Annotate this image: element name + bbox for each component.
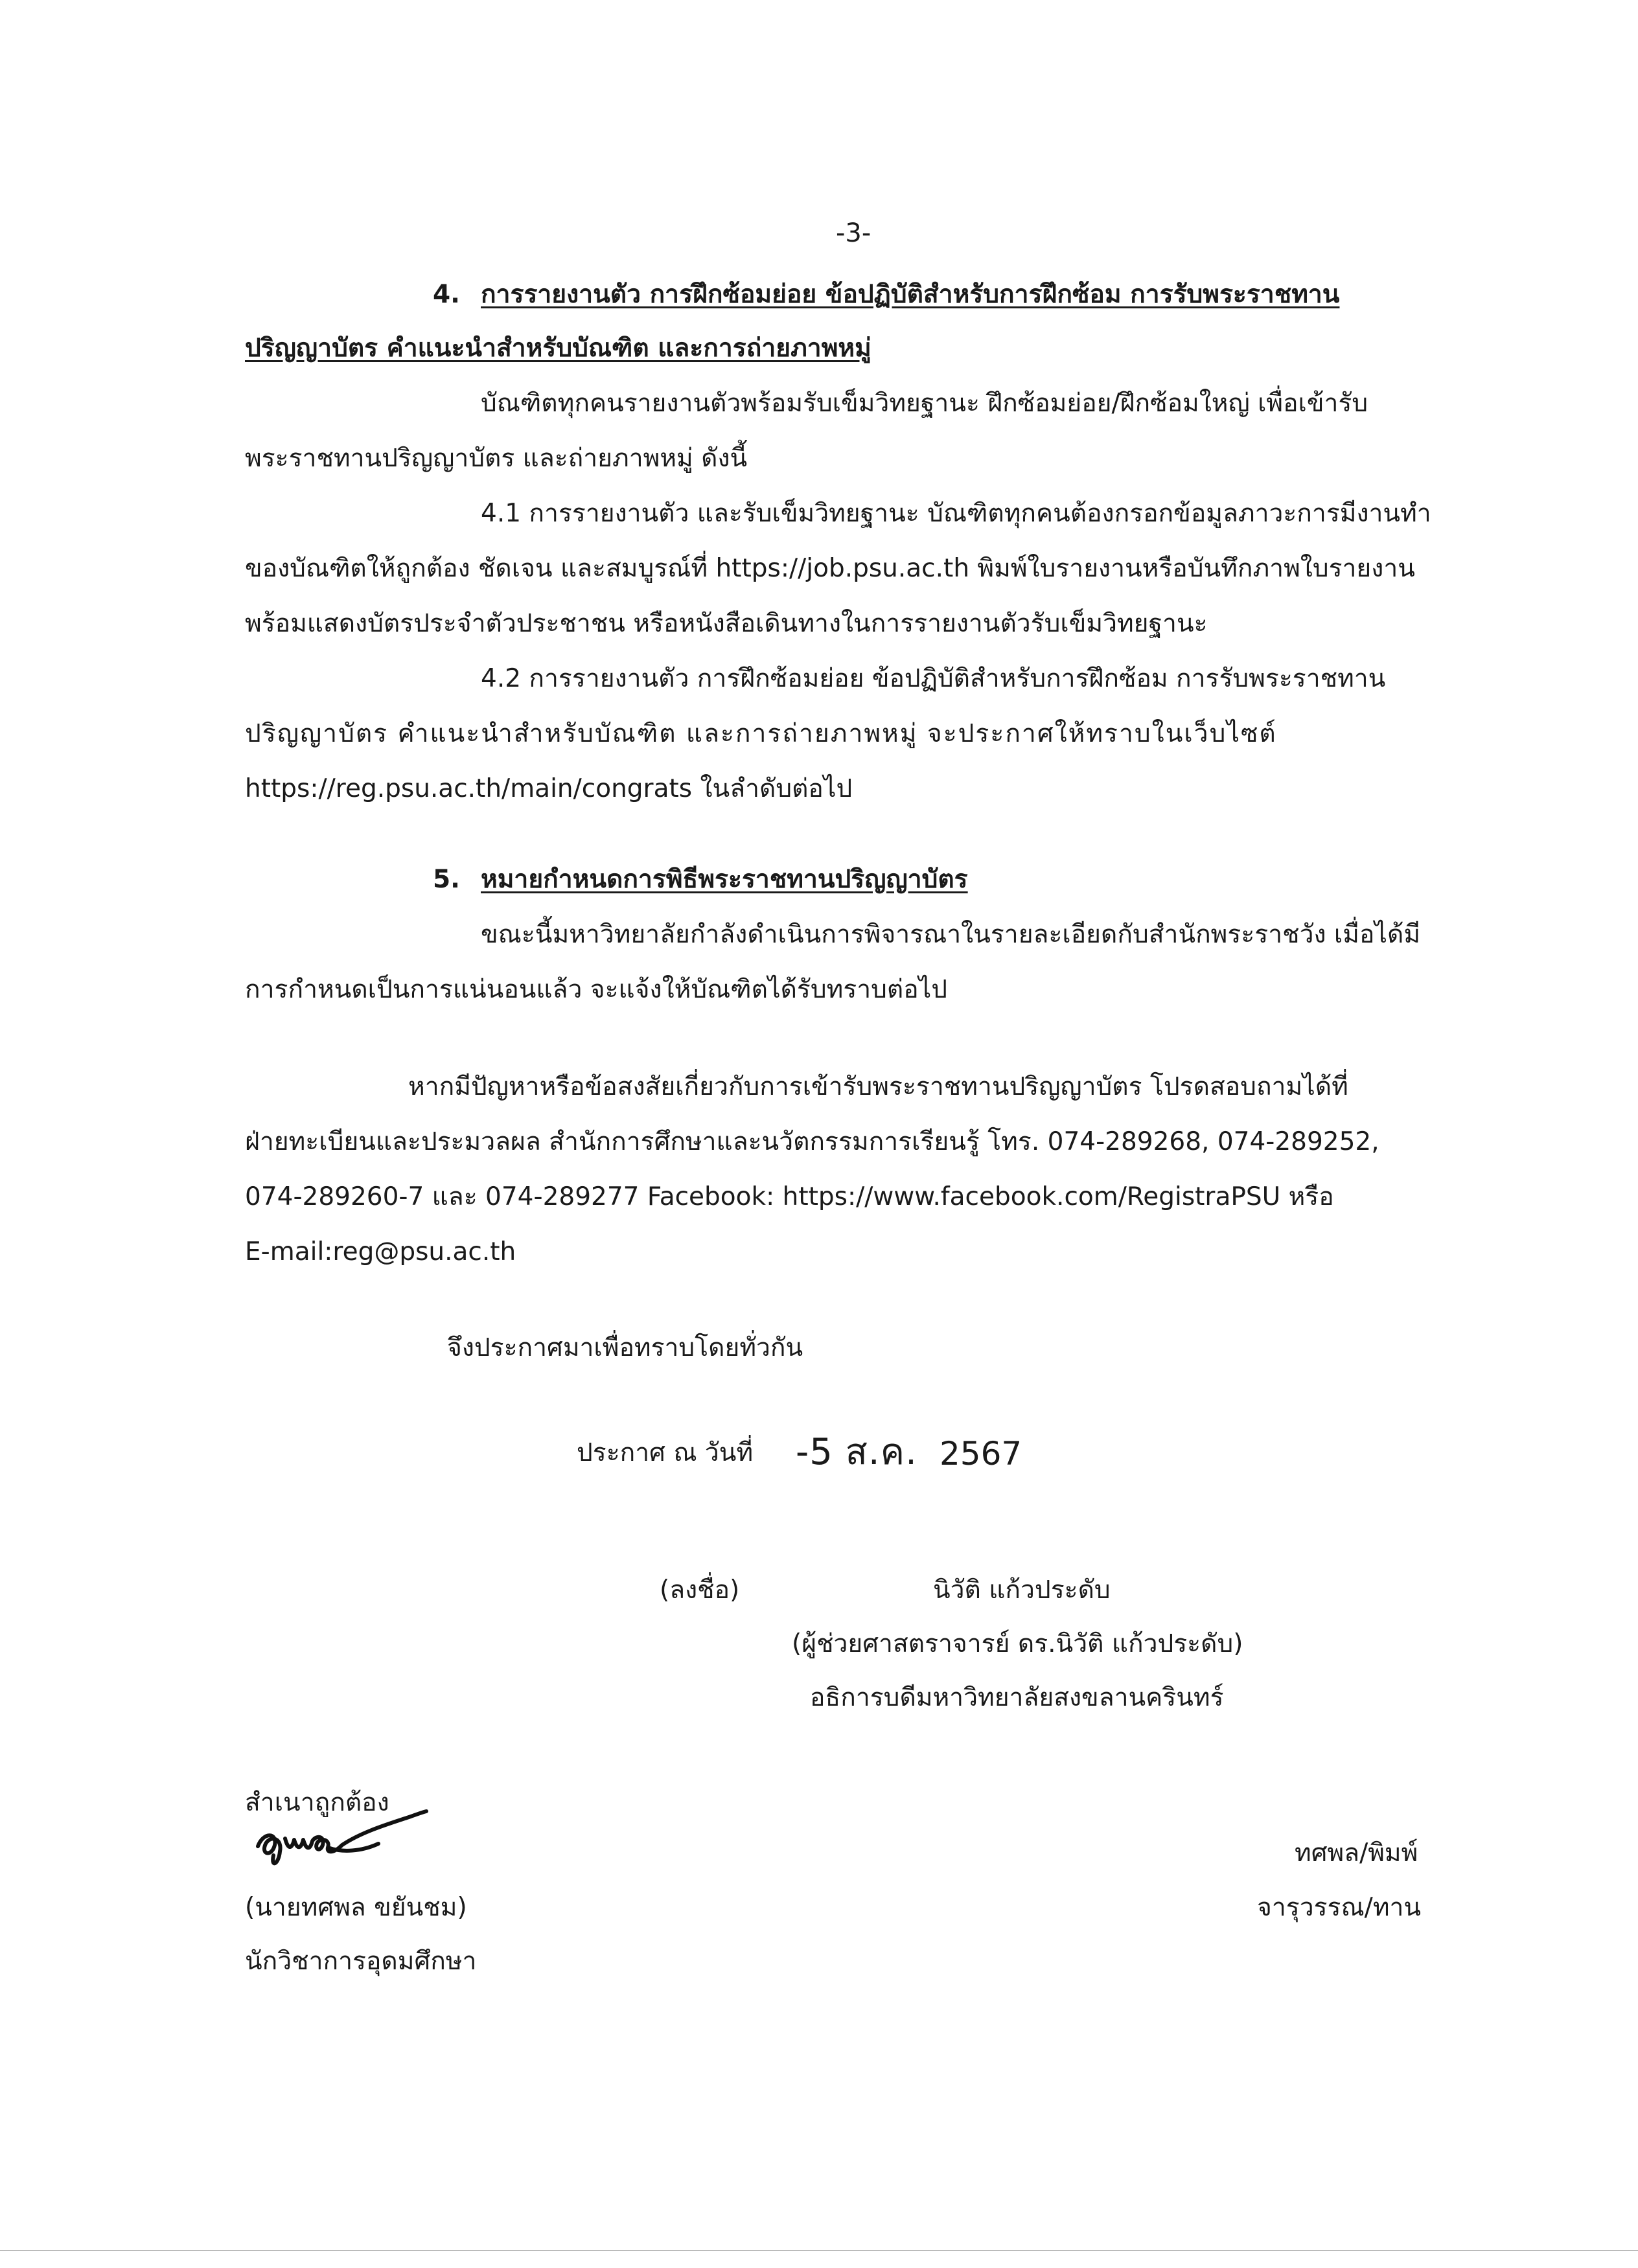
- item42-line1: 4.2 การรายงานตัว การฝึกซ้อมย่อย ข้อปฏิบัติสำหรับการฝึกซ้อม การรับพระราชทาน: [481, 664, 1386, 693]
- item41-line2: ของบัณฑิตให้ถูกต้อง ชัดเจน และสมบูรณ์ที่ https://job.psu.ac.th พิมพ์ใบรายงานหรือบันทึกภาพใบรายงาน: [245, 554, 1415, 583]
- section4-title-line1: การรายงานตัว การฝึกซ้อมย่อย ข้อปฏิบัติสำหรับการฝึกซ้อม การรับพระราชทาน: [481, 280, 1340, 309]
- item41-line3: พร้อมแสดงบัตรประจำตัวประชาชน หรือหนังสือเดินทางในการรายงานตัวรับเข็มวิทยฐานะ: [245, 609, 1208, 638]
- bottom-rule: [0, 2250, 1638, 2251]
- section4-title-line2: ปริญญาบัตร คำแนะนำสำหรับบัณฑิต และการถ่ายภาพหมู่: [245, 334, 871, 363]
- page-number: -3-: [836, 218, 871, 248]
- section4-intro-line2: พระราชทานปริญญาบัตร และถ่ายภาพหมู่ ดังนี้: [245, 444, 748, 473]
- signed-name: นิวัติ แก้วประดับ: [933, 1575, 1111, 1605]
- section5-title: หมายกำหนดการพิธีพระราชทานปริญญาบัตร: [481, 865, 968, 894]
- contact-line2: ฝ่ายทะเบียนและประมวลผล สำนักการศึกษาและนวัตกรรมการเรียนรู้ โทร. 074-289268, 074-289252,: [245, 1127, 1379, 1156]
- contact-line3: 074-289260-7 และ 074-289277 Facebook: https://www.facebook.com/RegistraPSU หรือ: [245, 1182, 1334, 1211]
- closing-text: จึงประกาศมาเพื่อทราบโดยทั่วกัน: [447, 1333, 803, 1362]
- certified-name: (นายทศพล ขยันชม): [245, 1893, 467, 1922]
- signed-label: (ลงชื่อ): [660, 1575, 740, 1605]
- section5-number: 5.: [433, 865, 460, 894]
- item42-line2: ปริญญาบัตร คำแนะนำสำหรับบัณฑิต และการถ่ายภาพหมู่ จะประกาศให้ทราบในเว็บไซต์: [245, 719, 1277, 748]
- date-stamp: -5 ส.ค.: [796, 1431, 917, 1473]
- handwritten-signature: [251, 1806, 446, 1877]
- contact-line1: หากมีปัญหาหรือข้อสงสัยเกี่ยวกับการเข้ารับพระราชทานปริญญาบัตร โปรดสอบถามได้ที่: [408, 1072, 1348, 1101]
- date-year: 2567: [940, 1435, 1022, 1472]
- typist-line2: จารุวรรณ/ทาน: [1257, 1893, 1422, 1922]
- signer-position: อธิการบดีมหาวิทยาลัยสงขลานครินทร์: [810, 1683, 1224, 1712]
- item41-line1: 4.1 การรายงานตัว และรับเข็มวิทยฐานะ บัณฑิตทุกคนต้องกรอกข้อมูลภาวะการมีงานทำ: [481, 499, 1431, 528]
- certified-position: นักวิชาการอุดมศึกษา: [245, 1947, 477, 1976]
- typist-line1: ทศพล/พิมพ์: [1295, 1838, 1418, 1868]
- contact-line4: E-mail:reg@psu.ac.th: [245, 1237, 516, 1266]
- announce-label: ประกาศ ณ วันที่: [577, 1438, 754, 1467]
- section5-body-line2: การกำหนดเป็นการแน่นอนแล้ว จะแจ้งให้บัณฑิตได้รับทราบต่อไป: [245, 975, 948, 1004]
- certified-label: สำเนาถูกต้อง: [245, 1788, 389, 1817]
- section4-intro-line1: บัณฑิตทุกคนรายงานตัวพร้อมรับเข็มวิทยฐานะ ฝึกซ้อมย่อย/ฝึกซ้อมใหญ่ เพื่อเข้ารับ: [481, 389, 1368, 418]
- section5-body-line1: ขณะนี้มหาวิทยาลัยกำลังดำเนินการพิจารณาในรายละเอียดกับสำนักพระราชวัง เมื่อได้มี: [481, 920, 1421, 949]
- item42-line3: https://reg.psu.ac.th/main/congrats ในลำดับต่อไป: [245, 774, 853, 803]
- signer-full-name: (ผู้ช่วยศาสตราจารย์ ดร.นิวัติ แก้วประดับ): [792, 1629, 1243, 1658]
- section4-number: 4.: [433, 280, 460, 309]
